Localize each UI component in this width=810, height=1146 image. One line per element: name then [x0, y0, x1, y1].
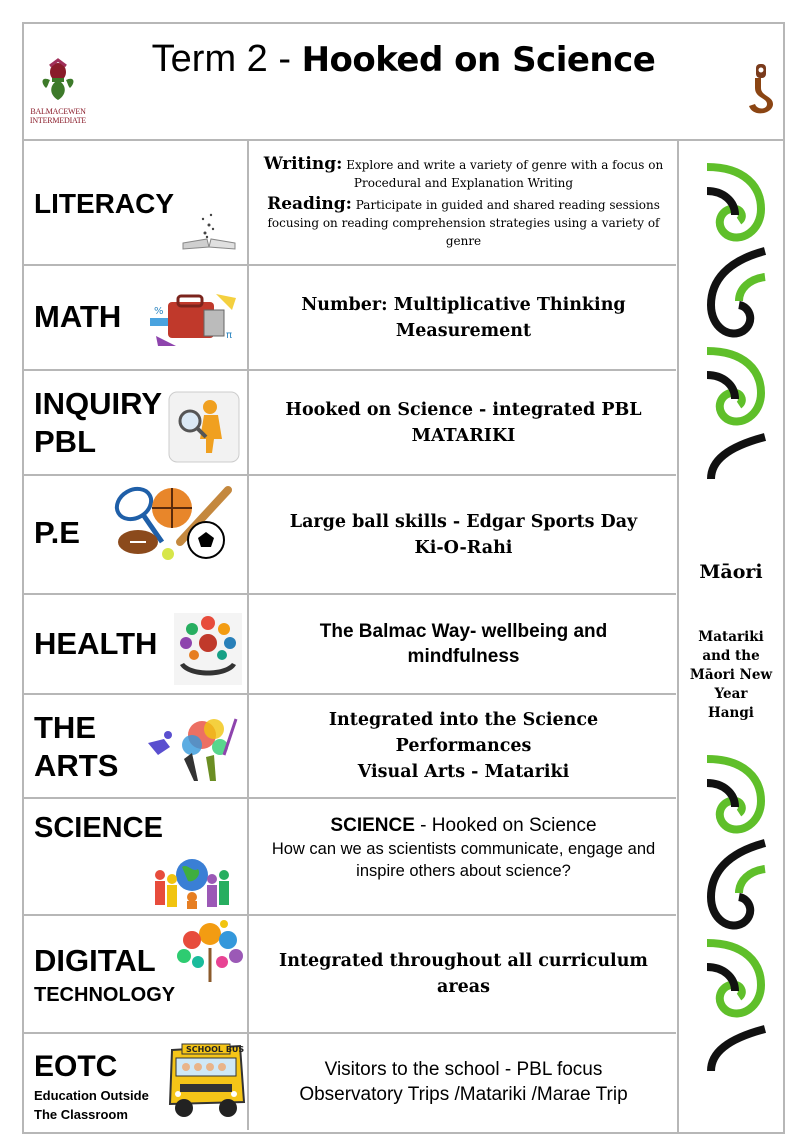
- row-math: [24, 266, 676, 371]
- subject-literacy: LITERACY: [34, 188, 174, 219]
- writing-block: [259, 155, 668, 192]
- description-cell: [251, 916, 676, 1032]
- svg-text:%: %: [154, 306, 164, 317]
- row-health: [24, 595, 676, 695]
- maori-column: [677, 141, 783, 1134]
- description-cell: [251, 141, 676, 264]
- arts-line3: Visual Arts - Matariki: [357, 762, 570, 782]
- term-overview-page: [22, 22, 785, 1134]
- maori-text: [679, 628, 783, 723]
- subject-inquiry-line2: PBL: [34, 424, 96, 459]
- subject-digital-line1: DIGITAL: [34, 943, 156, 978]
- row-pe: [24, 476, 676, 595]
- sports-balls-icon: [110, 482, 234, 564]
- row-eotc: [24, 1034, 676, 1130]
- math-bag-icon: [146, 288, 242, 350]
- row-inquiry: [24, 371, 676, 476]
- eotc-line2: Observatory Trips /Matariki /Marae Trip: [299, 1084, 628, 1105]
- subject-eotc-sub1: Education Outside: [34, 1088, 149, 1103]
- open-book-icon: [179, 211, 239, 251]
- bubbles-tree-icon: [174, 920, 244, 982]
- subject-cell: [24, 799, 249, 914]
- dancers-art-icon: [140, 715, 240, 785]
- logo-text-line1: BALMACEWEN: [30, 107, 86, 116]
- description-cell: [251, 371, 676, 474]
- subject-cell: [24, 595, 249, 693]
- title-theme: Hooked on Science: [301, 40, 656, 80]
- svg-text:SCHOOL BUS: SCHOOL BUS: [186, 1045, 245, 1054]
- inquiry-line2: MATARIKI: [411, 425, 516, 446]
- health-line2: mindfulness: [407, 646, 520, 667]
- reading-label: Reading:: [267, 194, 352, 214]
- subject-math: MATH: [34, 299, 122, 334]
- inquiry-line1: Hooked on Science - integrated PBL: [285, 399, 642, 420]
- subject-cell: [24, 695, 249, 797]
- title-term: Term 2 -: [151, 38, 302, 80]
- row-science: [24, 799, 676, 916]
- description-cell: [251, 476, 676, 593]
- koru-pattern-icon: [705, 753, 767, 1075]
- digital-line1: Integrated throughout all curriculum: [279, 951, 648, 971]
- description-cell: [251, 799, 676, 914]
- description-cell: [251, 1034, 676, 1130]
- curriculum-table: [24, 141, 676, 1130]
- subject-cell: [24, 371, 249, 474]
- science-lead: [330, 813, 596, 838]
- subject-pe: P.E: [34, 515, 80, 550]
- science-line3: inspire others about science?: [356, 862, 571, 880]
- arts-line1: Integrated into the Science: [328, 710, 599, 730]
- koru-pattern-icon: [705, 161, 767, 481]
- subject-eotc: EOTC: [34, 1050, 118, 1083]
- subject-arts-line1: THE: [34, 710, 96, 745]
- subject-inquiry-line1: INQUIRY: [34, 386, 163, 421]
- row-literacy: [24, 141, 676, 266]
- pe-line2: Ki-O-Rahi: [414, 537, 513, 558]
- page-title: [24, 38, 783, 81]
- subject-health: HEALTH: [34, 626, 158, 661]
- description-cell: [251, 695, 676, 797]
- maori-line3: Māori New: [689, 667, 773, 683]
- pe-line1: Large ball skills - Edgar Sports Day: [289, 511, 638, 532]
- writing-label: Writing:: [263, 154, 343, 174]
- logo-text-line2: INTERMEDIATE: [29, 116, 87, 125]
- globe-people-icon: [152, 853, 232, 909]
- reading-block: [259, 195, 668, 250]
- subject-cell: [24, 266, 249, 369]
- description-cell: [251, 595, 676, 693]
- health-hands-icon: [174, 613, 242, 685]
- science-lead-rest: - Hooked on Science: [414, 815, 597, 836]
- writing-text: Explore and write a variety of genre with a focus on Procedural and Explanation Writing: [346, 158, 664, 190]
- digital-line2: areas: [437, 977, 490, 997]
- math-line2: Measurement: [395, 320, 532, 341]
- reading-text: Participate in guided and shared reading sessions focusing on reading comprehension strategies using a variety of genre: [267, 198, 660, 248]
- row-digital: [24, 916, 676, 1034]
- magnifier-figure-icon: [168, 391, 240, 463]
- eotc-line1: Visitors to the school - PBL focus: [324, 1059, 603, 1080]
- school-bus-icon: [164, 1042, 248, 1126]
- science-line2: How can we as scientists communicate, engage and: [271, 840, 656, 858]
- row-arts: [24, 695, 676, 799]
- hook-icon: [745, 62, 777, 120]
- health-line1: The Balmac Way- wellbeing and: [319, 621, 608, 642]
- subject-cell: [24, 916, 249, 1032]
- description-cell: [251, 266, 676, 369]
- maori-title: Māori: [699, 561, 763, 583]
- arts-line2: Performances: [395, 736, 532, 756]
- subject-cell: [24, 1034, 249, 1130]
- header: [24, 24, 783, 141]
- subject-science: SCIENCE: [34, 812, 163, 844]
- math-line1: Number: Multiplicative Thinking: [301, 294, 626, 315]
- maori-line5: Hangi: [708, 705, 754, 721]
- svg-text:π: π: [226, 330, 233, 341]
- subject-arts-line2: ARTS: [34, 748, 119, 783]
- maori-line1: Matariki: [698, 629, 764, 645]
- subject-cell: [24, 476, 249, 593]
- subject-cell: [24, 141, 249, 264]
- maori-line2: and the: [702, 648, 760, 664]
- science-lead-bold: SCIENCE: [330, 815, 415, 836]
- subject-eotc-sub2: The Classroom: [34, 1107, 128, 1122]
- maori-line4: Year: [714, 686, 748, 702]
- subject-digital-line2: TECHNOLOGY: [34, 984, 176, 1006]
